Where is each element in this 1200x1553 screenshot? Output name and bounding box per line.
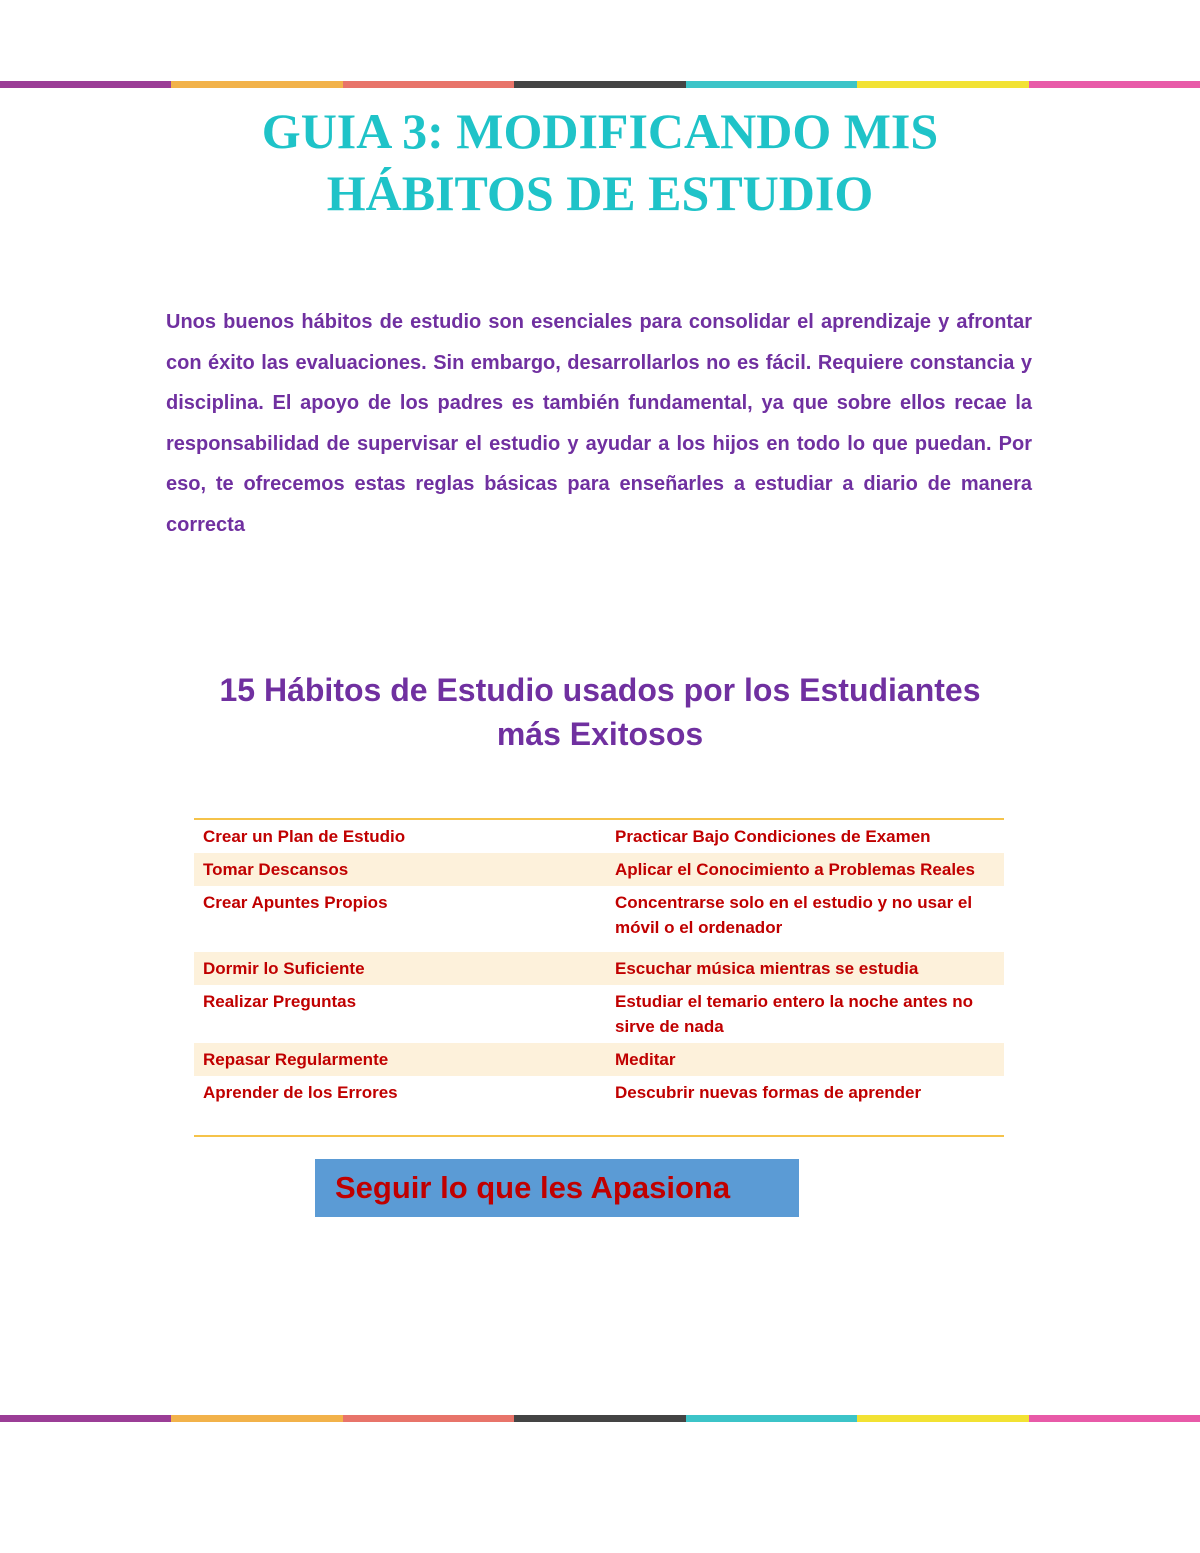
stripe-segment (1029, 81, 1200, 88)
habit-cell: Concentrarse solo en el estudio y no usar el móvil o el ordenador (615, 893, 973, 937)
table-spacer-row (194, 1109, 1004, 1136)
empty-cell (606, 1109, 1004, 1136)
stripe-segment (686, 1415, 857, 1422)
table-row (194, 985, 1004, 1043)
stripe-segment (857, 1415, 1028, 1422)
intro-paragraph: Unos buenos hábitos de estudio son esenciales para consolidar el aprendizaje y afrontar con éxito las evaluaciones. Sin embargo, desarrollarlos no es fácil. Requiere constancia y disciplina. El apoyo de los padres es también fundamental, ya que sobre ellos recae la responsabilidad de supervisar el estudio y ayudar a los hijos en todo lo que puedan. Por eso, te ofrecemos estas reglas básicas para enseñarles a estudiar a diario de manera correcta (166, 311, 1032, 536)
habit-cell: Realizar Preguntas (203, 992, 357, 1011)
table-row (194, 952, 1004, 985)
habit-cell: Aprender de los Errores (203, 1083, 398, 1102)
habit-cell: Meditar (606, 1043, 1004, 1076)
section-subtitle (0, 668, 1200, 756)
habit-cell: Dormir lo Suficiente (194, 952, 606, 985)
stripe-segment (857, 81, 1028, 88)
stripe-segment (514, 81, 685, 88)
stripe-segment (1029, 1415, 1200, 1422)
habit-cell: Aplicar el Conocimiento a Problemas Reales (606, 853, 1004, 886)
stripe-segment (0, 1415, 171, 1422)
stripe-segment (343, 81, 514, 88)
stripe-segment (686, 81, 857, 88)
habit-cell: Estudiar el temario entero la noche antes no sirve de nada (615, 992, 974, 1036)
section-subtitle-line-1: 15 Hábitos de Estudio usados por los Estudiantes (219, 672, 981, 708)
habit-cell: Practicar Bajo Condiciones de Examen (615, 827, 931, 846)
habit-cell: Tomar Descansos (194, 853, 606, 886)
table-row (194, 1076, 1004, 1109)
stripe-segment (171, 81, 342, 88)
table-row (194, 1043, 1004, 1076)
habit-cell: Crear Apuntes Propios (203, 893, 388, 912)
stripe-segment (343, 1415, 514, 1422)
habit-cell: Repasar Regularmente (194, 1043, 606, 1076)
stripe-segment (514, 1415, 685, 1422)
stripe-segment (0, 81, 171, 88)
highlight-habit-box: Seguir lo que les Apasiona (315, 1159, 799, 1217)
habit-cell: Escuchar música mientras se estudia (606, 952, 1004, 985)
habit-cell: Descubrir nuevas formas de aprender (615, 1083, 922, 1102)
table-row (194, 886, 1004, 952)
empty-cell (194, 1109, 606, 1136)
table-row (194, 853, 1004, 886)
decorative-stripe-top (0, 81, 1200, 88)
page-title-line-2: HÁBITOS DE ESTUDIO (326, 165, 874, 221)
habits-table (194, 818, 1004, 1137)
page-title-line-1: GUIA 3: MODIFICANDO MIS (261, 103, 939, 159)
stripe-segment (171, 1415, 342, 1422)
decorative-stripe-bottom (0, 1415, 1200, 1422)
page-title (0, 100, 1200, 224)
section-subtitle-line-2: más Exitosos (496, 716, 704, 752)
habit-cell: Crear un Plan de Estudio (203, 827, 406, 846)
table-row (194, 819, 1004, 853)
